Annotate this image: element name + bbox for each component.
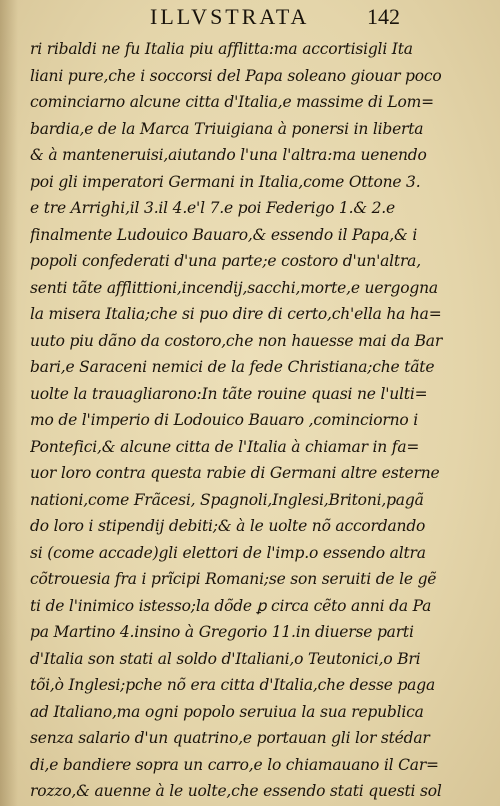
text-line: uor loro contra questa rabie di Germani altre esterne	[30, 464, 440, 482]
page-gutter-shadow	[0, 0, 18, 806]
body-text	[30, 36, 470, 805]
text-line: uuto piu dãno da costoro,che non hauesse mai da Bar	[30, 331, 443, 350]
text-line: poi gli imperatori Germani in Italia,come Ottone 3.	[30, 172, 421, 191]
text-line: do loro i stipendij debiti;& à le uolte nõ accordando	[30, 517, 426, 535]
text-line: e tre Arrighi,il 3.il 4.e'l 7.e poi Federigo 1.& 2.e	[30, 199, 395, 217]
text-line: cominciarno alcune citta d'Italia,e massime di Lom=	[30, 93, 434, 111]
text-line: si (come accade)gli elettori de l'imp.o essendo altra	[30, 543, 426, 562]
text-line: nationi,come Frãcesi, Spagnoli,Inglesi,Britoni,pagã	[30, 490, 424, 509]
text-line: senza salario d'un quatrino,e portauan gli lor stédar	[30, 729, 430, 747]
text-line: popoli confederati d'una parte;e costoro d'un'altra,	[30, 252, 421, 270]
text-line: rozzo,& auenne à le uolte,che essendo stati questi sol	[30, 782, 442, 800]
text-line: mo de l'imperio di Lodouico Bauaro ,cominciorno i	[30, 411, 419, 429]
text-line: cõtrouesia fra i prĩcipi Romani;se son seruiti de le gẽ	[30, 570, 437, 588]
text-line: di,e bandiere sopra un carro,e lo chiamauano il Car=	[30, 755, 439, 774]
running-head-title: ILLVSTRATA	[150, 4, 310, 29]
text-line: senti tãte afflittioni,incendij,sacchi,morte,e uergogna	[30, 278, 438, 297]
text-line: bardia,e de la Marca Triuigiana à ponersi in liberta	[30, 119, 424, 138]
text-line: ad Italiano,ma ogni popolo seruiua la sua republica	[30, 702, 424, 721]
text-line: pa Martino 4.insino à Gregorio 11.in diuerse parti	[30, 623, 414, 641]
text-line: ri ribaldi ne fu Italia piu afflitta:ma accortisigli Ita	[30, 40, 413, 58]
text-line: tõi,ò Inglesi;pche nõ era citta d'Italia,che desse paga	[30, 676, 435, 694]
text-line: liani pure,che i soccorsi del Papa soleano giouar poco	[30, 66, 442, 85]
page-number: 142	[367, 4, 400, 29]
text-line: d'Italia son stati al soldo d'Italiani,o Teutonici,o Bri	[30, 649, 421, 668]
text-line: la misera Italia;che si puo dire di certo,ch'ella ha ha=	[30, 305, 442, 323]
text-line: & à manteneruisi,aiutando l'una l'altra:ma uenendo	[30, 146, 427, 164]
running-head	[150, 4, 400, 34]
text-line: finalmente Ludouico Bauaro,& essendo il Papa,& i	[30, 225, 418, 244]
text-line: ti de l'inimico istesso;la dõde ꝑ circa cẽto anni da Pa	[30, 596, 432, 615]
text-line: bari,e Saraceni nemici de la fede Christiana;che tãte	[30, 358, 435, 376]
text-line: Pontefici,& alcune citta de l'Italia à chiamar in fa=	[30, 437, 420, 456]
text-line: uolte la trauagliarono:In tãte rouine quasi ne l'ulti=	[30, 384, 428, 403]
